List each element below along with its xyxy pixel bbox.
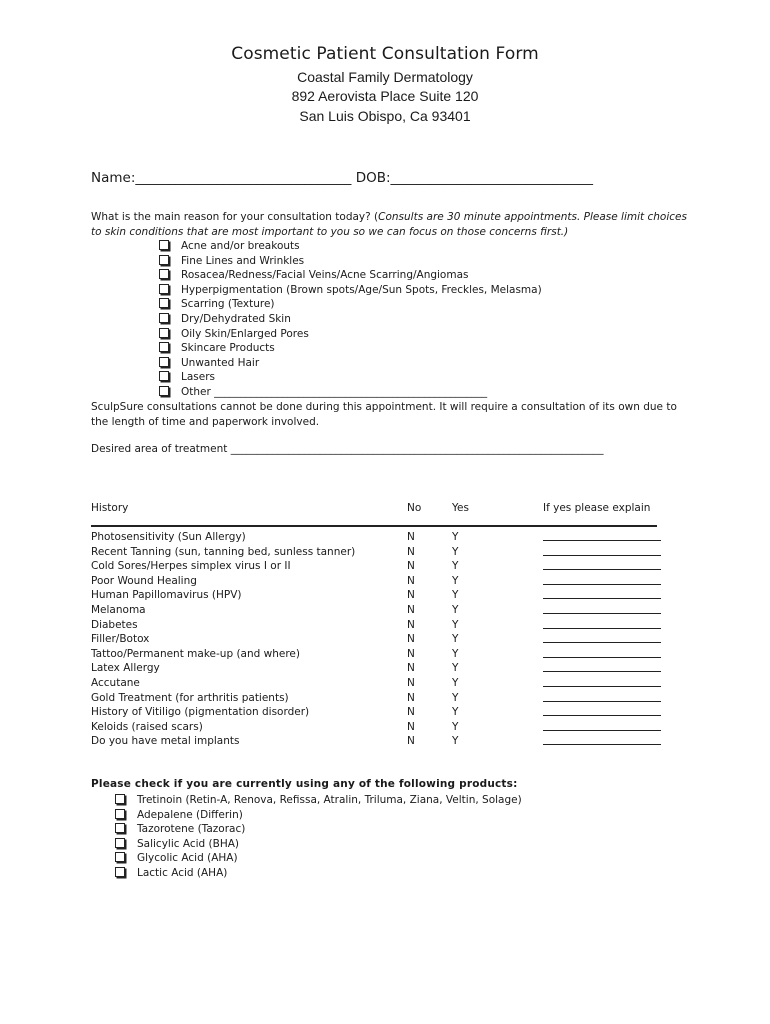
explain-field[interactable]: [543, 530, 661, 541]
no-column-header: No: [407, 502, 422, 514]
table-row: [0, 618, 770, 633]
checkbox-icon[interactable]: [115, 838, 125, 848]
no-option[interactable]: N: [407, 589, 415, 602]
history-column-header: History: [91, 502, 129, 514]
no-option[interactable]: N: [407, 735, 415, 748]
product-option[interactable]: [115, 837, 522, 852]
dob-field[interactable]: ______________________________: [390, 170, 594, 186]
history-header-divider: [91, 525, 657, 527]
history-item-label: Latex Allergy: [91, 662, 160, 675]
products-checklist: [115, 793, 522, 881]
form-title: Cosmetic Patient Consultation Form: [231, 44, 539, 64]
no-option[interactable]: N: [407, 647, 415, 660]
history-table: [0, 530, 770, 749]
checkbox-icon[interactable]: [159, 240, 169, 250]
reason-option-label: Scarring (Texture): [181, 298, 275, 311]
name-field[interactable]: ________________________________: [135, 170, 352, 186]
history-item-label: History of Vitiligo (pigmentation disorder): [91, 706, 310, 719]
explain-field[interactable]: [543, 603, 661, 614]
history-item-label: Accutane: [91, 676, 140, 689]
yes-column-header: Yes: [452, 502, 469, 514]
history-item-label: Recent Tanning (sun, tanning bed, sunless tanner): [91, 545, 356, 558]
yes-option[interactable]: Y: [452, 735, 459, 748]
address-line-1: 892 Aerovista Place Suite 120: [291, 88, 479, 104]
reason-option-label: Lasers: [181, 371, 216, 384]
yes-option[interactable]: Y: [452, 531, 459, 543]
reason-option-label: Rosacea/Redness/Facial Veins/Acne Scarring/Angiomas: [181, 269, 469, 282]
table-row: [0, 720, 770, 735]
no-option[interactable]: N: [407, 720, 415, 733]
yes-option[interactable]: Y: [452, 589, 459, 602]
no-option[interactable]: N: [407, 603, 415, 616]
product-option[interactable]: [115, 793, 522, 808]
no-option[interactable]: N: [407, 706, 415, 719]
explain-field[interactable]: [543, 574, 661, 585]
explain-field[interactable]: [543, 545, 661, 556]
table-row: [0, 530, 770, 545]
history-item-label: Human Papillomavirus (HPV): [91, 589, 242, 602]
no-option[interactable]: N: [407, 676, 415, 689]
yes-option[interactable]: Y: [452, 618, 459, 631]
address-line-2: San Luis Obispo, Ca 93401: [299, 108, 471, 124]
reason-option[interactable]: [159, 254, 542, 269]
no-option[interactable]: N: [407, 531, 415, 543]
checkbox-icon[interactable]: [115, 809, 125, 819]
reason-note-text: Consults are 30 minute appointments. Please limit choices to skin conditions that are most important to you so we can focus on those concerns first.): [91, 211, 687, 238]
history-item-label: Diabetes: [91, 618, 138, 631]
explain-field[interactable]: [543, 691, 661, 702]
yes-option[interactable]: Y: [452, 633, 459, 646]
table-row: [0, 705, 770, 720]
explain-field[interactable]: [543, 618, 661, 629]
explain-field[interactable]: [543, 588, 661, 599]
yes-option[interactable]: Y: [452, 545, 459, 558]
reason-option[interactable]: [159, 283, 542, 298]
history-item-label: Tattoo/Permanent make-up (and where): [91, 647, 300, 660]
table-row: [0, 691, 770, 706]
yes-option[interactable]: Y: [452, 574, 459, 587]
reason-option[interactable]: [159, 239, 542, 254]
checkbox-icon[interactable]: [159, 313, 169, 323]
history-item-label: Melanoma: [91, 603, 146, 616]
name-label: Name:: [91, 170, 136, 186]
history-item-label: Filler/Botox: [91, 633, 150, 646]
table-row: [0, 661, 770, 676]
explain-field[interactable]: [543, 661, 661, 672]
patient-info-line: [91, 170, 593, 186]
checkbox-icon[interactable]: [159, 357, 169, 367]
reason-option[interactable]: [159, 385, 542, 400]
table-row: [0, 588, 770, 603]
checkbox-icon[interactable]: [159, 371, 169, 381]
no-option[interactable]: N: [407, 691, 415, 704]
reason-option[interactable]: [159, 312, 542, 327]
reason-question-text: What is the main reason for your consultation today? (: [91, 211, 379, 223]
product-option-label: Salicylic Acid (BHA): [137, 837, 240, 850]
reason-option[interactable]: [159, 327, 542, 342]
table-row: [0, 632, 770, 647]
reason-option-label: Dry/Dehydrated Skin: [181, 312, 291, 325]
explain-field[interactable]: [543, 559, 661, 570]
checkbox-icon[interactable]: [159, 386, 169, 396]
explain-field[interactable]: [543, 734, 661, 745]
no-option[interactable]: N: [407, 545, 415, 558]
explain-field[interactable]: [543, 676, 661, 687]
reason-option-label: Skincare Products: [181, 342, 275, 355]
reason-option[interactable]: [159, 297, 542, 312]
checkbox-icon[interactable]: [115, 867, 125, 877]
reason-option[interactable]: [159, 370, 542, 385]
explain-field[interactable]: [543, 647, 661, 658]
checkbox-icon[interactable]: [159, 284, 169, 294]
no-option[interactable]: N: [407, 574, 415, 587]
table-row: [0, 676, 770, 691]
reason-option-label: Oily Skin/Enlarged Pores: [181, 327, 309, 340]
reason-option-label: Fine Lines and Wrinkles: [181, 254, 305, 267]
yes-option[interactable]: Y: [452, 560, 459, 573]
reason-option-label: Other ____________________________________________________: [181, 385, 488, 398]
product-option-label: Lactic Acid (AHA): [137, 866, 228, 879]
consultation-reason-question: [91, 210, 691, 239]
history-item-label: Cold Sores/Herpes simplex virus I or II: [91, 560, 291, 573]
product-option-label: Tretinoin (Retin-A, Renova, Refissa, Atralin, Triluma, Ziana, Veltin, Solage): [137, 794, 522, 806]
practice-name: Coastal Family Dermatology: [297, 69, 473, 85]
yes-option[interactable]: Y: [452, 676, 459, 689]
checkbox-icon[interactable]: [159, 255, 169, 265]
product-option[interactable]: [115, 808, 522, 823]
product-option-label: Tazorotene (Tazorac): [137, 823, 246, 836]
reason-option-label: Acne and/or breakouts: [181, 240, 300, 252]
no-option[interactable]: N: [407, 560, 415, 573]
reason-option-label: Hyperpigmentation (Brown spots/Age/Sun Spots, Freckles, Melasma): [181, 283, 542, 296]
history-item-label: Photosensitivity (Sun Allergy): [91, 531, 246, 543]
product-option-label: Adepalene (Differin): [137, 808, 243, 821]
reason-option[interactable]: [159, 268, 542, 283]
product-option[interactable]: [115, 822, 522, 837]
table-row: [0, 603, 770, 618]
checkbox-icon[interactable]: [159, 298, 169, 308]
history-item-label: Do you have metal implants: [91, 735, 240, 748]
table-row: [0, 545, 770, 560]
yes-option[interactable]: Y: [452, 662, 459, 675]
reason-option-label: Unwanted Hair: [181, 356, 260, 369]
no-option[interactable]: N: [407, 633, 415, 646]
checkbox-icon[interactable]: [115, 852, 125, 862]
reason-option[interactable]: [159, 341, 542, 356]
no-option[interactable]: N: [407, 618, 415, 631]
sculpsure-note: SculpSure consultations cannot be done during this appointment. It will require a consultation of its own due to the length of time and paperwork involved.: [91, 401, 677, 428]
explain-column-header: If yes please explain: [543, 502, 651, 514]
yes-option[interactable]: Y: [452, 706, 459, 719]
yes-option[interactable]: Y: [452, 647, 459, 660]
checkbox-icon[interactable]: [159, 342, 169, 352]
explain-field[interactable]: [543, 720, 661, 731]
checkbox-icon[interactable]: [159, 269, 169, 279]
history-item-label: Gold Treatment (for arthritis patients): [91, 691, 289, 704]
product-option[interactable]: [115, 866, 522, 881]
checkbox-icon[interactable]: [159, 328, 169, 338]
dob-label: DOB:: [355, 170, 391, 186]
history-item-label: Poor Wound Healing: [91, 574, 197, 587]
table-row: [0, 734, 770, 749]
checkbox-icon[interactable]: [115, 823, 125, 833]
products-heading: Please check if you are currently using any of the following products:: [91, 778, 518, 790]
product-option-label: Glycolic Acid (AHA): [137, 852, 238, 865]
no-option[interactable]: N: [407, 662, 415, 675]
yes-option[interactable]: Y: [452, 691, 459, 704]
reason-option[interactable]: [159, 356, 542, 371]
checkbox-icon[interactable]: [115, 794, 125, 804]
history-item-label: Keloids (raised scars): [91, 720, 203, 733]
table-row: [0, 647, 770, 662]
table-row: [0, 559, 770, 574]
product-option[interactable]: [115, 851, 522, 866]
explain-field[interactable]: [543, 705, 661, 716]
explain-field[interactable]: [543, 632, 661, 643]
yes-option[interactable]: Y: [452, 720, 459, 733]
reason-checklist: [159, 239, 542, 400]
table-row: [0, 574, 770, 589]
desired-area-field[interactable]: Desired area of treatment _______________________________________________________________________: [91, 443, 604, 455]
yes-option[interactable]: Y: [452, 603, 459, 616]
